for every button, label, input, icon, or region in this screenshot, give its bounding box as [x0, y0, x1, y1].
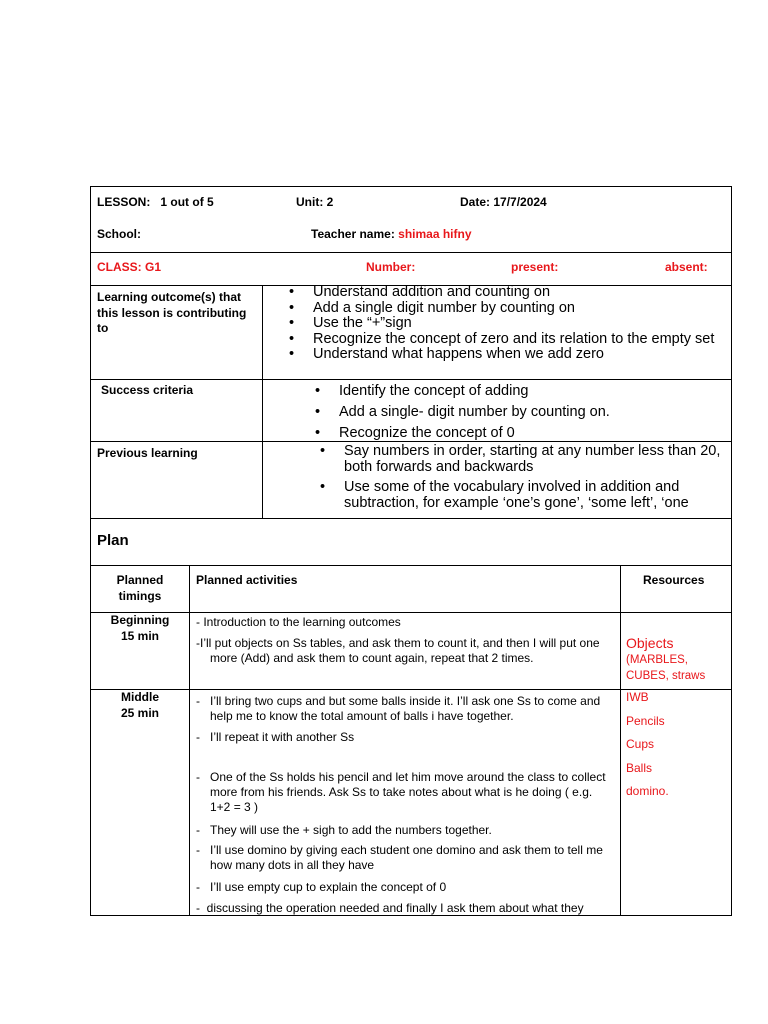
middle-activity: - I’ll bring two cups and but some balls inside it. I’ll ask one Ss to come and help me to know the total amount of balls i have together. [196, 694, 601, 723]
list-item: • Use some of the vocabulary involved in addition and subtraction, for example ‘one’s gone’, ‘some left’, ‘one [344, 480, 724, 511]
list-item: • Identify the concept of adding [339, 381, 719, 402]
column-divider-timings [189, 565, 190, 916]
resource-iwb: IWB [626, 690, 649, 704]
list-item: • Add a single- digit number by counting on. [339, 402, 719, 423]
middle-activity: - I’ll repeat it with another Ss [196, 730, 355, 744]
resource-balls: Balls [626, 761, 653, 775]
learning-outcomes-label: Learning outcome(s) that this lesson is contributing to [97, 290, 247, 335]
previous-learning-list [344, 444, 724, 511]
list-item: • Understand what happens when we add zero [313, 347, 725, 363]
beginning-stage [100, 613, 180, 644]
learning-outcomes-list [313, 285, 725, 363]
row-divider-success [90, 379, 732, 380]
activity-text: I’ll use domino by giving each student one domino and ask them to tell me how many dots in all they have [210, 843, 603, 872]
absent-label: absent: [665, 260, 708, 274]
stage-name: Middle [121, 690, 159, 704]
resource-pencils: Pencils [626, 714, 665, 728]
stage-name: Beginning [110, 613, 170, 627]
list-item: • Say numbers in order, starting at any number less than 20, both forwards and backwards [344, 444, 724, 475]
list-item: • Understand addition and counting on [313, 285, 725, 301]
beginning-activity-2: -I’ll put objects on Ss tables, and ask them to count it, and then I will put one more (Add) and ask them to count again, repeat that 2 times. [196, 636, 600, 665]
header-planned-activities: Planned activities [196, 573, 298, 587]
header-planned-timings: Planned timings [116, 573, 164, 603]
list-item: • Use the “+”sign [313, 316, 725, 332]
column-divider-resources [620, 565, 621, 916]
middle-activity: - I’ll use empty cup to explain the concept of 0 [196, 880, 447, 894]
lesson-value: 1 out of 5 [160, 195, 214, 209]
unit: Unit: 2 [296, 195, 334, 209]
activity-text: They will use the + sigh to add the numbers together. [210, 823, 492, 837]
activity-text: One of the Ss holds his pencil and let him move around the class to collect more from his friends. Ask Ss to take notes about what is he doing ( e.g. 1+2 = 3 ) [210, 770, 606, 814]
row-divider-plan [90, 518, 732, 519]
row-divider-class [90, 252, 732, 253]
activity-text: discussing the operation needed and finally I ask them about what they [206, 901, 584, 915]
middle-activity: - One of the Ss holds his pencil and let him move around the class to collect more from his friends. Ask Ss to take notes about what is he doing ( e.g. 1+2 = 3 ) [196, 770, 606, 814]
present-label: present: [511, 260, 559, 274]
row-divider-beginning [90, 612, 732, 613]
class-label: CLASS: G1 [97, 260, 162, 274]
school-label: School: [97, 227, 141, 241]
teacher-label: Teacher name: [311, 227, 395, 241]
teacher-value: shimaa hifny [398, 227, 472, 241]
table-right-border [731, 186, 732, 916]
stage-time: 25 min [120, 705, 159, 720]
table-left-border [90, 186, 91, 916]
list-item: • Recognize the concept of zero and its relation to the empty set [313, 332, 725, 348]
header-resources: Resources [643, 573, 705, 587]
success-criteria-label: Success criteria [101, 383, 194, 397]
middle-activity: - I’ll use domino by giving each student one domino and ask them to tell me how many dots in all they have [196, 843, 603, 872]
middle-activity: - discussing the operation needed and finally I ask them about what they [196, 901, 584, 915]
date: Date: 17/7/2024 [460, 195, 547, 209]
resource-objects: Objects [626, 635, 674, 651]
activity-text: I’ll bring two cups and but some balls inside it. I’ll ask one Ss to come and help me to know the total amount of balls i have together. [210, 694, 601, 723]
resource-materials: (MARBLES, CUBES, straws [626, 654, 706, 682]
number-label: Number: [366, 260, 416, 274]
activity-text: I’ll repeat it with another Ss [210, 730, 355, 744]
column-divider-label [262, 285, 263, 519]
list-item: • Recognize the concept of 0 [339, 423, 719, 444]
lesson-label: LESSON: [97, 195, 151, 209]
teacher-name [311, 227, 472, 241]
middle-stage [100, 690, 180, 721]
beginning-activity-1: - Introduction to the learning outcomes [196, 615, 401, 629]
success-criteria-list [339, 381, 719, 444]
lesson-number [97, 195, 214, 209]
list-item: • Add a single digit number by counting on [313, 301, 725, 317]
middle-activity: - They will use the + sigh to add the numbers together. [196, 823, 492, 837]
row-divider-plan-headers [90, 565, 732, 566]
plan-title: Plan [97, 532, 129, 549]
table-top-border [90, 186, 732, 187]
previous-learning-label: Previous learning [97, 446, 198, 460]
activity-text: I’ll use empty cup to explain the concept of 0 [206, 880, 447, 894]
stage-time: 15 min [120, 628, 159, 643]
resource-cups: Cups [626, 737, 655, 751]
resource-domino: domino. [626, 784, 669, 798]
